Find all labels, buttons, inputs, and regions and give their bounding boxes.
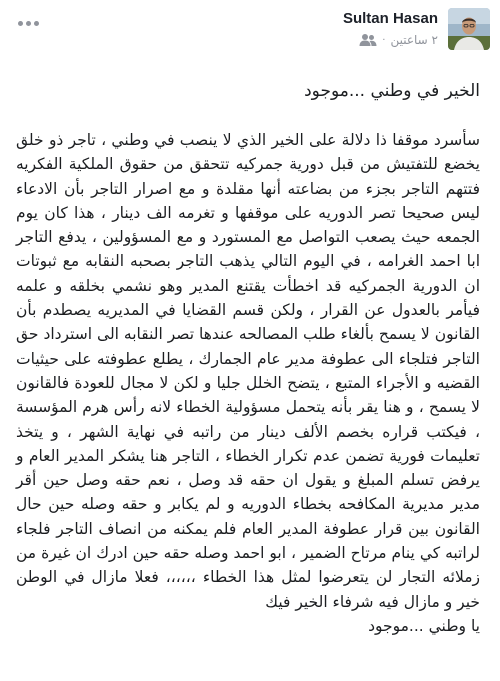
post-header: [0, 8, 500, 58]
more-dot: [18, 21, 23, 26]
avatar[interactable]: [448, 8, 490, 50]
post-body: سأسرد موقفا ذا دلالة على الخير الذي لا ينصب في وطني ، تاجر ذو خلق يخضع للتفتيش من قبل دورية جمركيه تتحقق من حقوق الملكية الفكريه فتتهم التاجر بجزء من بضاعته أنها مقلدة و مع اصرار التاجر بأن الادعاء ليس صحيحا تصر الدوريه على موقفها و تغرمه الف دينار ، هذا كان يوم الجمعه حيث يصعب التواصل مع المستورد و مع المسؤولين ، يدفع التاجر ابا احمد الغرامه ، في اليوم التالي يذهب التاجر بصحبه النقابه مع ثبوتات ان الدورية الجمركيه قد اخطأت يقتنع المدير وهو نشمي بخلقه و علمه فيأمر بالعدول عن القرار ، ولكن قسم القضايا في المديريه يصطدم بأن القانون لا يسمح بألغاء طلب المصالحه عندها تصر النقابه الى استرداد حق التاجر فتلجاء الى عطوفة مدير عام الجمارك ، يطلع عطوفته على حيثيات القضيه و الأجراء المتبع ، يتضح الخلل جليا و لكن لا مجال للعودة فالقانون لا يسمح ، و هنا يقر بأنه يتحمل مسؤولية الخطاء لانه رأس هرم المؤسسة ، فيكتب قراره بخصم الألف دينار من راتبه في نهاية الشهر ، و يتخذ تعليمات فورية تضمن عدم تكرار الخطاء ، التاجر هنا يشكر المدير العام و يرفض تسلم المبلغ و يقول ان حقه قد وصل ، نعم حقه وصل حين أقر مدير مديرية المكافحه بخطاء الدوريه و لم يكابر و حقه وصله حين حال القانون بين قرار عطوفة المدير العام فلم يمكنه من انصاف التاجر فلجاء لراتبه كي ينام مرتاح الضمير ، ابو احمد وصله حقه حين ادرك ان غيرة من زملائه التجار لن يتعرضوا لمثل هذا الخطاء ،،،،،، فعلا مازال في الوطن خير و مازال فيه شرفاء الخير فيك: [16, 131, 480, 611]
post-closing: يا وطني ...موجود: [368, 616, 480, 635]
friends-icon[interactable]: [359, 33, 377, 47]
post-headline: الخير في وطني ...موجود: [304, 81, 480, 101]
more-dot: [34, 21, 39, 26]
author-name[interactable]: Sultan Hasan: [342, 10, 438, 27]
post-timestamp[interactable]: ٢ ساعتين: [390, 33, 438, 47]
meta-separator: ·: [382, 34, 386, 46]
avatar-image: [448, 8, 490, 50]
more-options-icon[interactable]: [18, 16, 48, 30]
post-meta: [359, 33, 438, 47]
post-content: [16, 78, 480, 638]
more-dot: [26, 21, 31, 26]
